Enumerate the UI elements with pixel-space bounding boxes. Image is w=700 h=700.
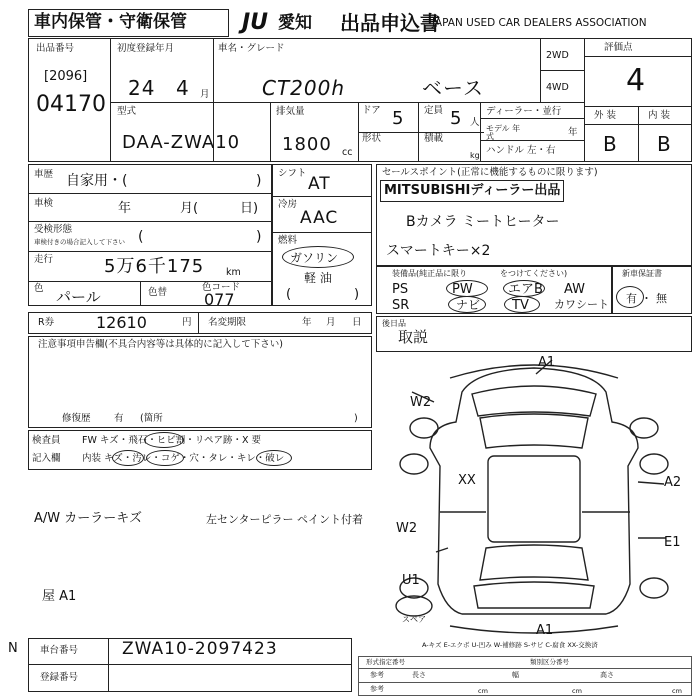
recycle-block — [28, 312, 372, 334]
selling-point-line1: Bカメラ ミートヒーター — [406, 214, 560, 230]
dealer-badge: MITSUBISHIディーラー出品 — [384, 183, 561, 198]
handover-note: 車検付きの場合記入して下さい — [34, 238, 125, 246]
category-label: 類別区分番号 — [530, 658, 569, 666]
color-label: 色 — [34, 283, 44, 294]
color-code-label: 色コード — [202, 282, 241, 293]
handover-open: ( — [138, 229, 144, 245]
length-label: 長さ — [412, 671, 426, 679]
fuel-gasoline-circle — [282, 246, 354, 268]
sag-circle — [256, 450, 292, 466]
inspection-year-unit: 年 — [118, 201, 132, 216]
navi-circle — [448, 296, 486, 313]
chassis-label: 車台番号 — [40, 645, 79, 656]
dealer-label: ディーラー・並行 — [486, 106, 562, 117]
warranty-yes-circle — [616, 286, 644, 308]
history-close: ) — [256, 173, 262, 189]
warranty-yes: 有 — [626, 292, 637, 305]
mark-e1: E1 — [664, 535, 681, 550]
dimensions-block — [358, 656, 692, 696]
inspection-month-unit: 月( — [180, 201, 199, 216]
name-change-deadline-label: 名変期限 — [208, 317, 247, 328]
ref-label-2: 参考 — [370, 685, 384, 693]
selling-points-label: セールスポイント(正常に機能するものに限ります) — [382, 167, 598, 178]
lot-sub-number: [2096] — [44, 69, 88, 84]
history-label: 車歴 — [34, 169, 54, 180]
type-value: DAA-ZWA10 — [122, 132, 241, 153]
score-value: 4 — [626, 63, 646, 98]
note-center-pillar: 左センターピラー ペイント付着 — [206, 513, 364, 526]
capacity-unit: 人 — [470, 117, 480, 128]
ju-logo: JU — [242, 10, 269, 35]
repair-place: (箇所 — [140, 413, 163, 424]
lot-number: 04170 — [36, 92, 106, 117]
fuel-diesel: 軽 油 — [304, 271, 332, 285]
load-label: 積載 — [424, 133, 444, 144]
warranty-separator: ・ — [641, 292, 652, 305]
score-label: 評価点 — [604, 42, 633, 53]
exterior-value: B — [603, 132, 618, 156]
interior-value: B — [657, 132, 672, 156]
mark-w2-left: W2 — [410, 395, 432, 410]
after-sale-value: 取説 — [398, 328, 429, 346]
doors-value: 5 — [392, 108, 405, 129]
doors-label: ドア — [362, 105, 381, 116]
height-unit: cm — [672, 687, 682, 695]
equipment-ps: PS — [392, 282, 409, 297]
handle-label: ハンドル 左・右 — [486, 145, 556, 156]
chassis-value: ZWA10-2097423 — [122, 639, 278, 659]
height-label: 高さ — [600, 671, 614, 679]
fuel-label: 燃料 — [278, 235, 298, 246]
spare-label: スペア — [402, 615, 426, 624]
inspection-label: 車検 — [34, 198, 54, 209]
association-name: JAPAN USED CAR DEALERS ASSOCIATION — [432, 17, 647, 29]
equipment-label: 装備品(純正品に限り — [392, 269, 468, 278]
deadline-day-unit: 日 — [352, 317, 362, 328]
inspector-line1: FW キズ・飛石・ヒビ割・リペア跡・X 要 — [82, 435, 262, 446]
type-label: 型式 — [117, 106, 137, 117]
registration-label: 初度登録年月 — [117, 43, 175, 54]
width-label: 幅 — [512, 671, 519, 679]
note-roof: 屋 A1 — [42, 589, 77, 604]
deadline-month-unit: 月 — [326, 317, 336, 328]
aircon-label: 冷房 — [278, 199, 298, 210]
equipment-sr: SR — [392, 298, 410, 313]
recycle-unit: 円 — [182, 317, 192, 328]
warranty-no: 無 — [656, 292, 667, 305]
mark-a2-right: A2 — [664, 475, 682, 490]
deadline-year-unit: 年 — [302, 317, 312, 328]
interior-label: 内 装 — [648, 110, 671, 121]
capacity-value: 5 — [450, 108, 463, 129]
notes-label: 注意事項申告欄(不具合内容等は具体的に記入して下さい) — [38, 339, 283, 350]
lot-label: 出品番号 — [36, 43, 75, 54]
warranty-label: 新車保証書 — [622, 269, 662, 278]
repair-history-value: 有 — [114, 413, 124, 424]
mileage-unit: km — [226, 267, 241, 278]
handover-label: 受検形態 — [34, 224, 73, 235]
org-name: 愛知 — [278, 13, 312, 33]
capacity-label: 定員 — [424, 105, 444, 116]
color-code-value: 077 — [204, 290, 235, 309]
drive-4wd: 4WD — [546, 82, 569, 93]
mark-w2-lower: W2 — [396, 521, 418, 536]
selling-point-line2: スマートキー×2 — [386, 243, 491, 259]
fuel-gasoline: ガソリン — [290, 251, 339, 265]
mark-u1: U1 — [402, 573, 420, 588]
mileage-label: 走行 — [34, 254, 54, 265]
shift-label: シフト — [278, 168, 307, 179]
registration-month: 4 — [176, 76, 190, 100]
registration-month-unit: 月 — [200, 89, 210, 100]
displacement-label: 排気量 — [276, 106, 305, 117]
mileage-value: 5万6千175 — [104, 256, 205, 277]
registration-number-label: 登録番号 — [40, 672, 79, 683]
scratch-circle — [112, 450, 144, 466]
equipment-navi: ナビ — [456, 298, 481, 312]
model-year-label: モデル 年式 — [486, 124, 521, 141]
history-value: 自家用・( — [66, 173, 128, 189]
repair-history-label: 修復歴 — [62, 413, 91, 424]
dirt-circle — [146, 450, 184, 466]
fuel-close: ) — [354, 287, 360, 302]
inspector-label: 検査員 — [32, 435, 61, 446]
chassis-flag: N — [8, 641, 18, 656]
recycle-label: R券 — [38, 317, 55, 328]
load-unit: kg — [470, 151, 480, 160]
equipment-tv: TV — [512, 298, 529, 313]
inspector-label2: 記入欄 — [32, 453, 61, 464]
mark-xx: XX — [458, 473, 476, 488]
ref-label-1: 参考 — [370, 671, 384, 679]
equipment-airbag: エアB — [508, 282, 543, 297]
tv-circle — [504, 296, 540, 313]
damage-legend: A-キズ E-エクボ U-凹み W-補修跡 S-サビ C-腐食 XX-交換済 — [422, 641, 598, 649]
after-sale-label: 後日品 — [382, 319, 406, 328]
form-title: 出品申込書 — [340, 11, 440, 35]
airbag-circle — [503, 280, 545, 297]
model-label: 車名・グレード — [218, 43, 285, 54]
shape-label: 形状 — [362, 133, 382, 144]
width-unit: cm — [572, 687, 582, 695]
inspector-line2: 内装 キズ・汚レ・コゲ・穴・タレ・キレ・破レ — [82, 453, 285, 464]
equipment-kawa-seat: カワシート — [554, 298, 609, 311]
drive-2wd: 2WD — [546, 50, 569, 61]
displacement-value: 1800 — [282, 134, 332, 155]
model-name: CT200h — [262, 76, 346, 100]
recycle-value: 12610 — [96, 313, 147, 332]
handover-close: ) — [256, 229, 262, 245]
exterior-label: 外 装 — [594, 110, 617, 121]
color-change-label: 色替 — [148, 287, 168, 298]
shift-value: AT — [308, 174, 331, 194]
mark-a1-rear: A1 — [536, 623, 554, 638]
length-unit: cm — [478, 687, 488, 695]
year-unit: 年 — [568, 127, 578, 138]
equipment-pw: PW — [452, 282, 473, 297]
displacement-unit: cc — [342, 147, 353, 158]
fuel-open: ( — [286, 287, 292, 302]
designation-label: 形式指定番号 — [366, 658, 405, 666]
equipment-label-tail: をつけてください) — [500, 269, 568, 278]
inspection-day-unit: 日) — [240, 201, 259, 216]
model-grade: ベース — [422, 76, 484, 100]
color-value: パール — [56, 288, 101, 306]
storage-note: 車内保管・守衛保管 — [34, 12, 187, 32]
pw-circle — [446, 280, 488, 297]
aircon-value: AAC — [300, 208, 339, 228]
registration-year: 24 — [128, 76, 156, 100]
repair-close: ) — [354, 413, 358, 424]
note-aw: A/W カーラーキズ — [34, 511, 142, 526]
flying-stone-circle — [144, 432, 184, 448]
mark-a1-top: A1 — [538, 355, 556, 370]
equipment-aw: AW — [564, 282, 586, 297]
